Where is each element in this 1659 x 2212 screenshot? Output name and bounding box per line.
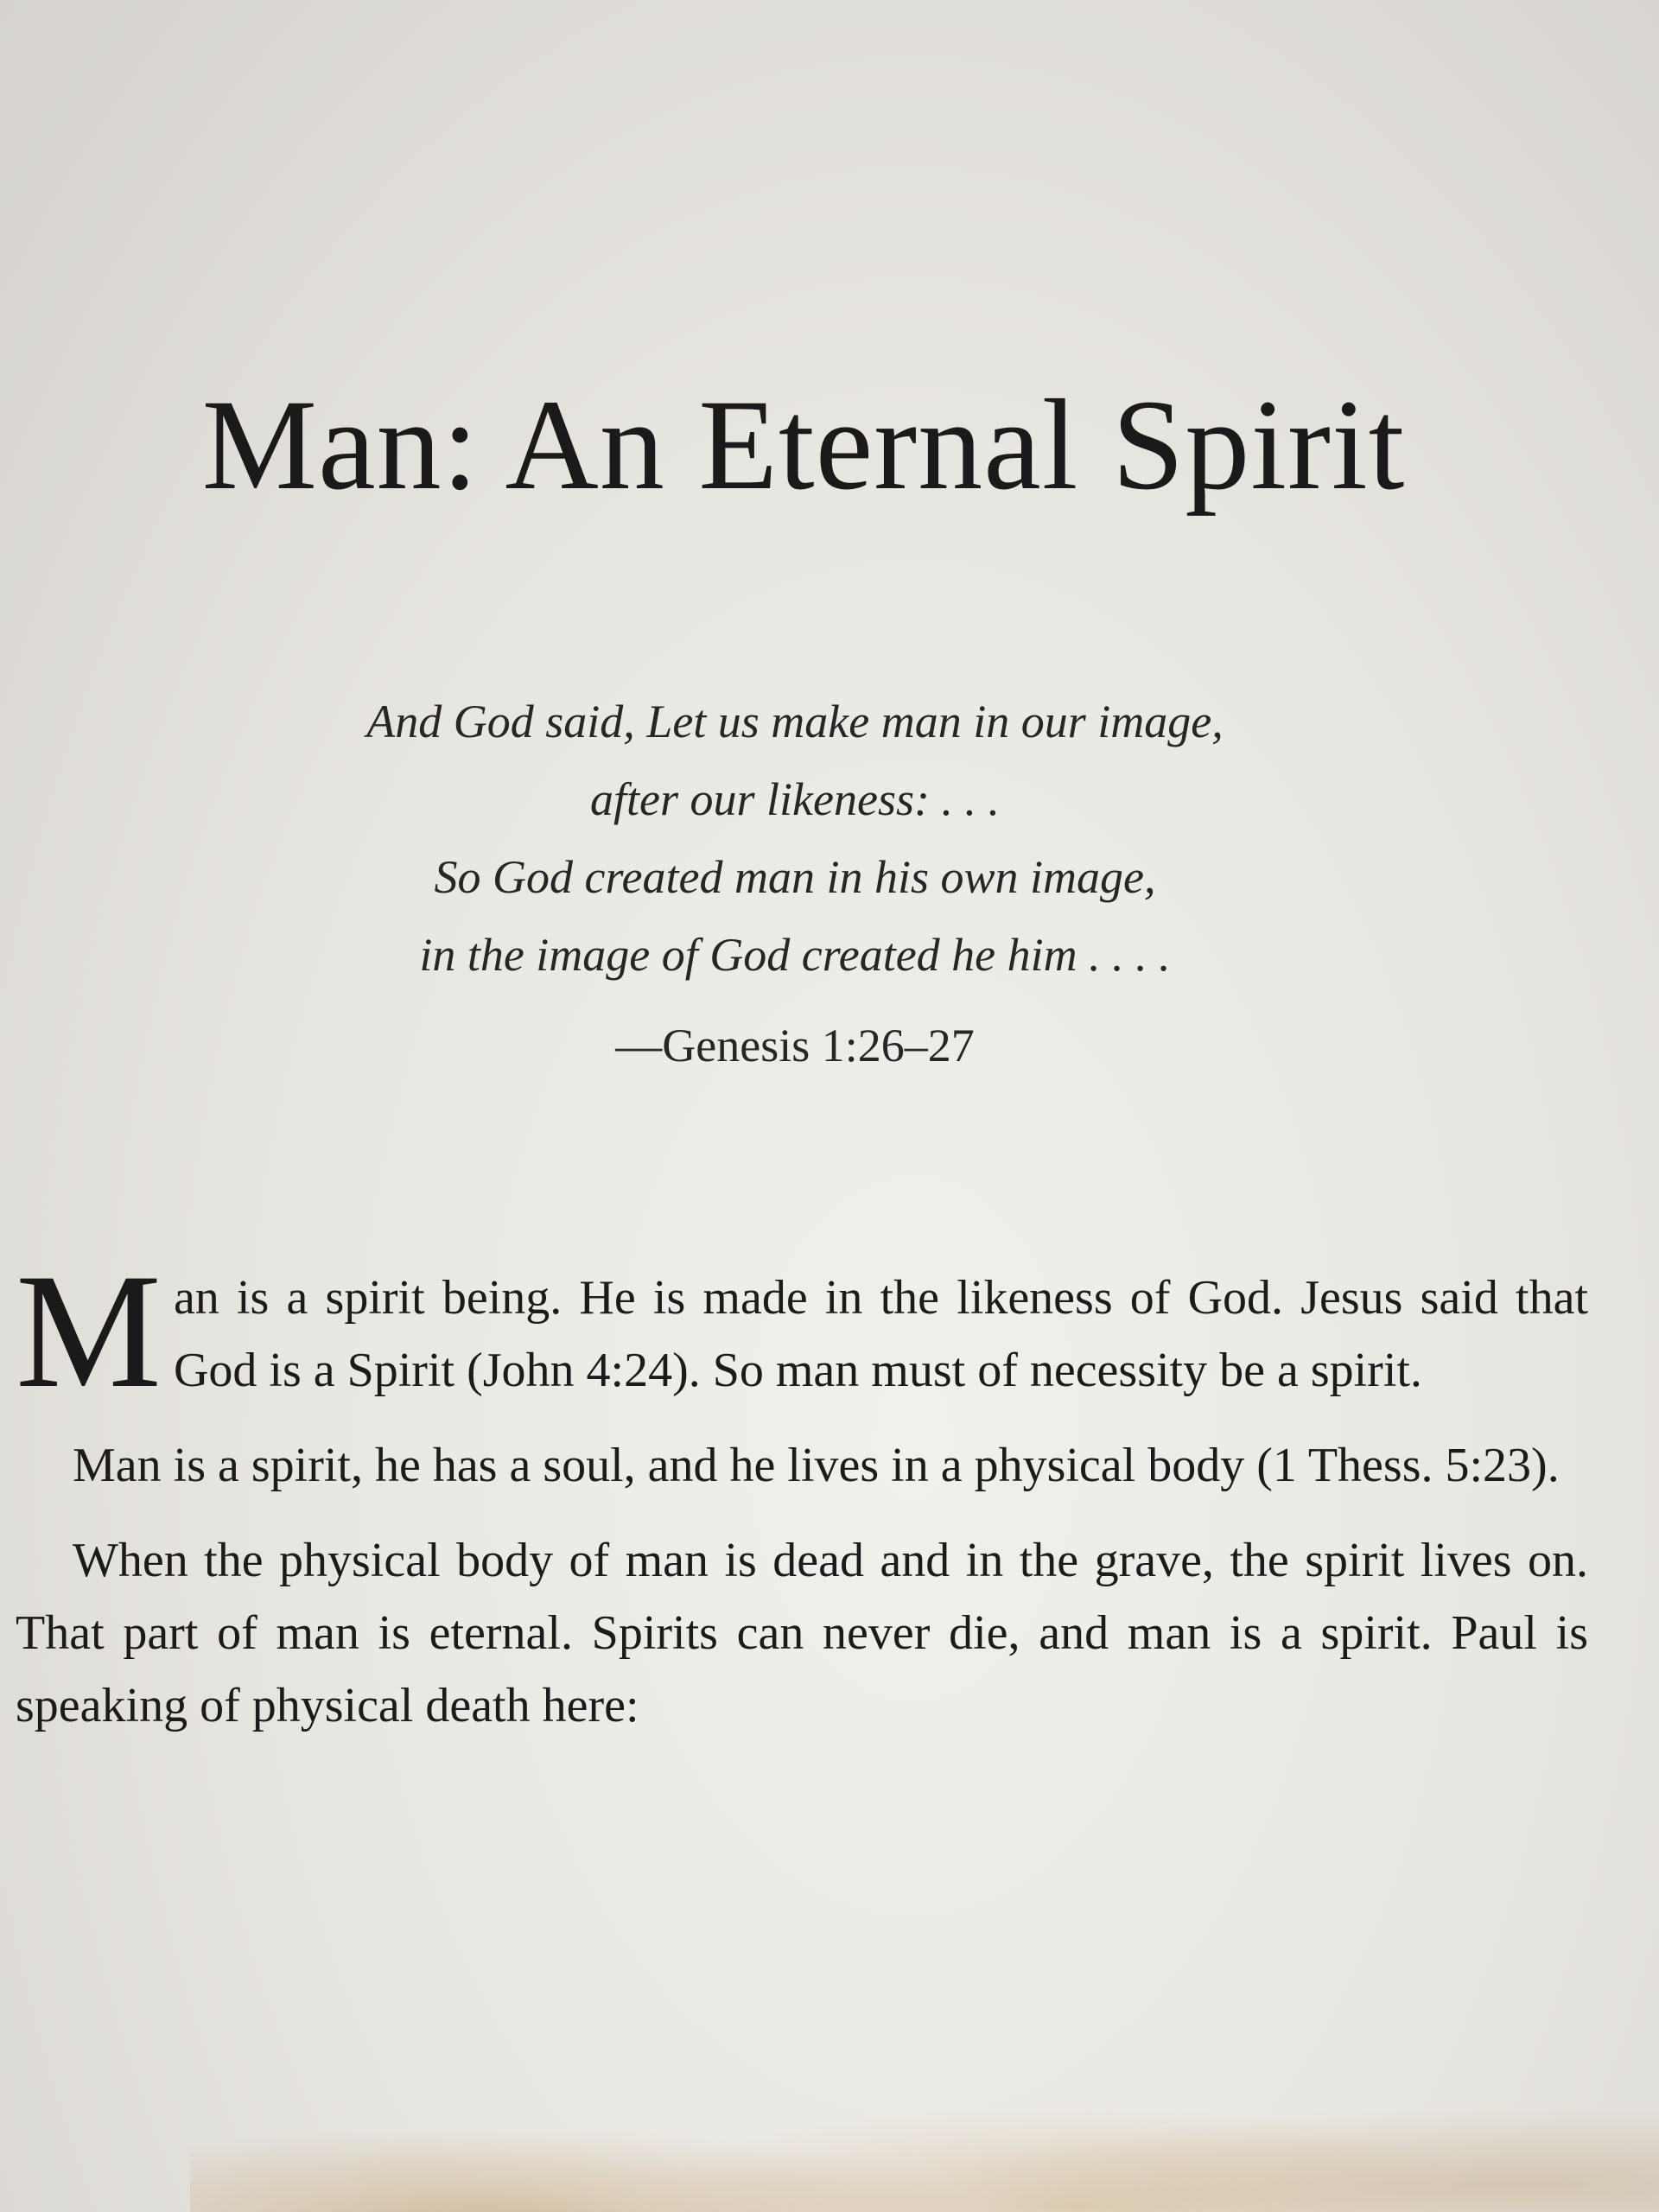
epigraph	[173, 683, 1417, 994]
epigraph-line: after our likeness: . . .	[590, 773, 1000, 825]
page-stain	[190, 2005, 1659, 2212]
chapter-title: Man: An Eternal Spirit	[201, 373, 1406, 517]
epigraph-line: in the image of God created he him . . . .	[419, 929, 1171, 981]
epigraph-line: So God created man in his own image,	[434, 851, 1156, 903]
epigraph-citation: —Genesis 1:26–27	[615, 1020, 975, 1071]
paragraph: When the physical body of man is dead and in the grave, the spirit lives on. That part of man is eternal. Spirits can never die, and man is a spirit. Paul is speaking of physical death here:	[16, 1534, 1588, 1732]
body-text	[16, 1241, 1588, 1764]
paragraph	[16, 1241, 1588, 1422]
drop-cap: M	[16, 1241, 162, 1422]
bleed-through-text	[35, 17, 1624, 335]
paragraph: Man is a spirit, he has a soul, and he lives in a physical body (1 Thess. 5:23).	[73, 1439, 1560, 1492]
paragraph-text: an is a spirit being. He is made in the likeness of God. Jesus said that God is a Spirit (John 4:24). So man must of necessity be a spirit.	[173, 1271, 1588, 1397]
epigraph-line: And God said, Let us make man in our image,	[366, 696, 1224, 747]
